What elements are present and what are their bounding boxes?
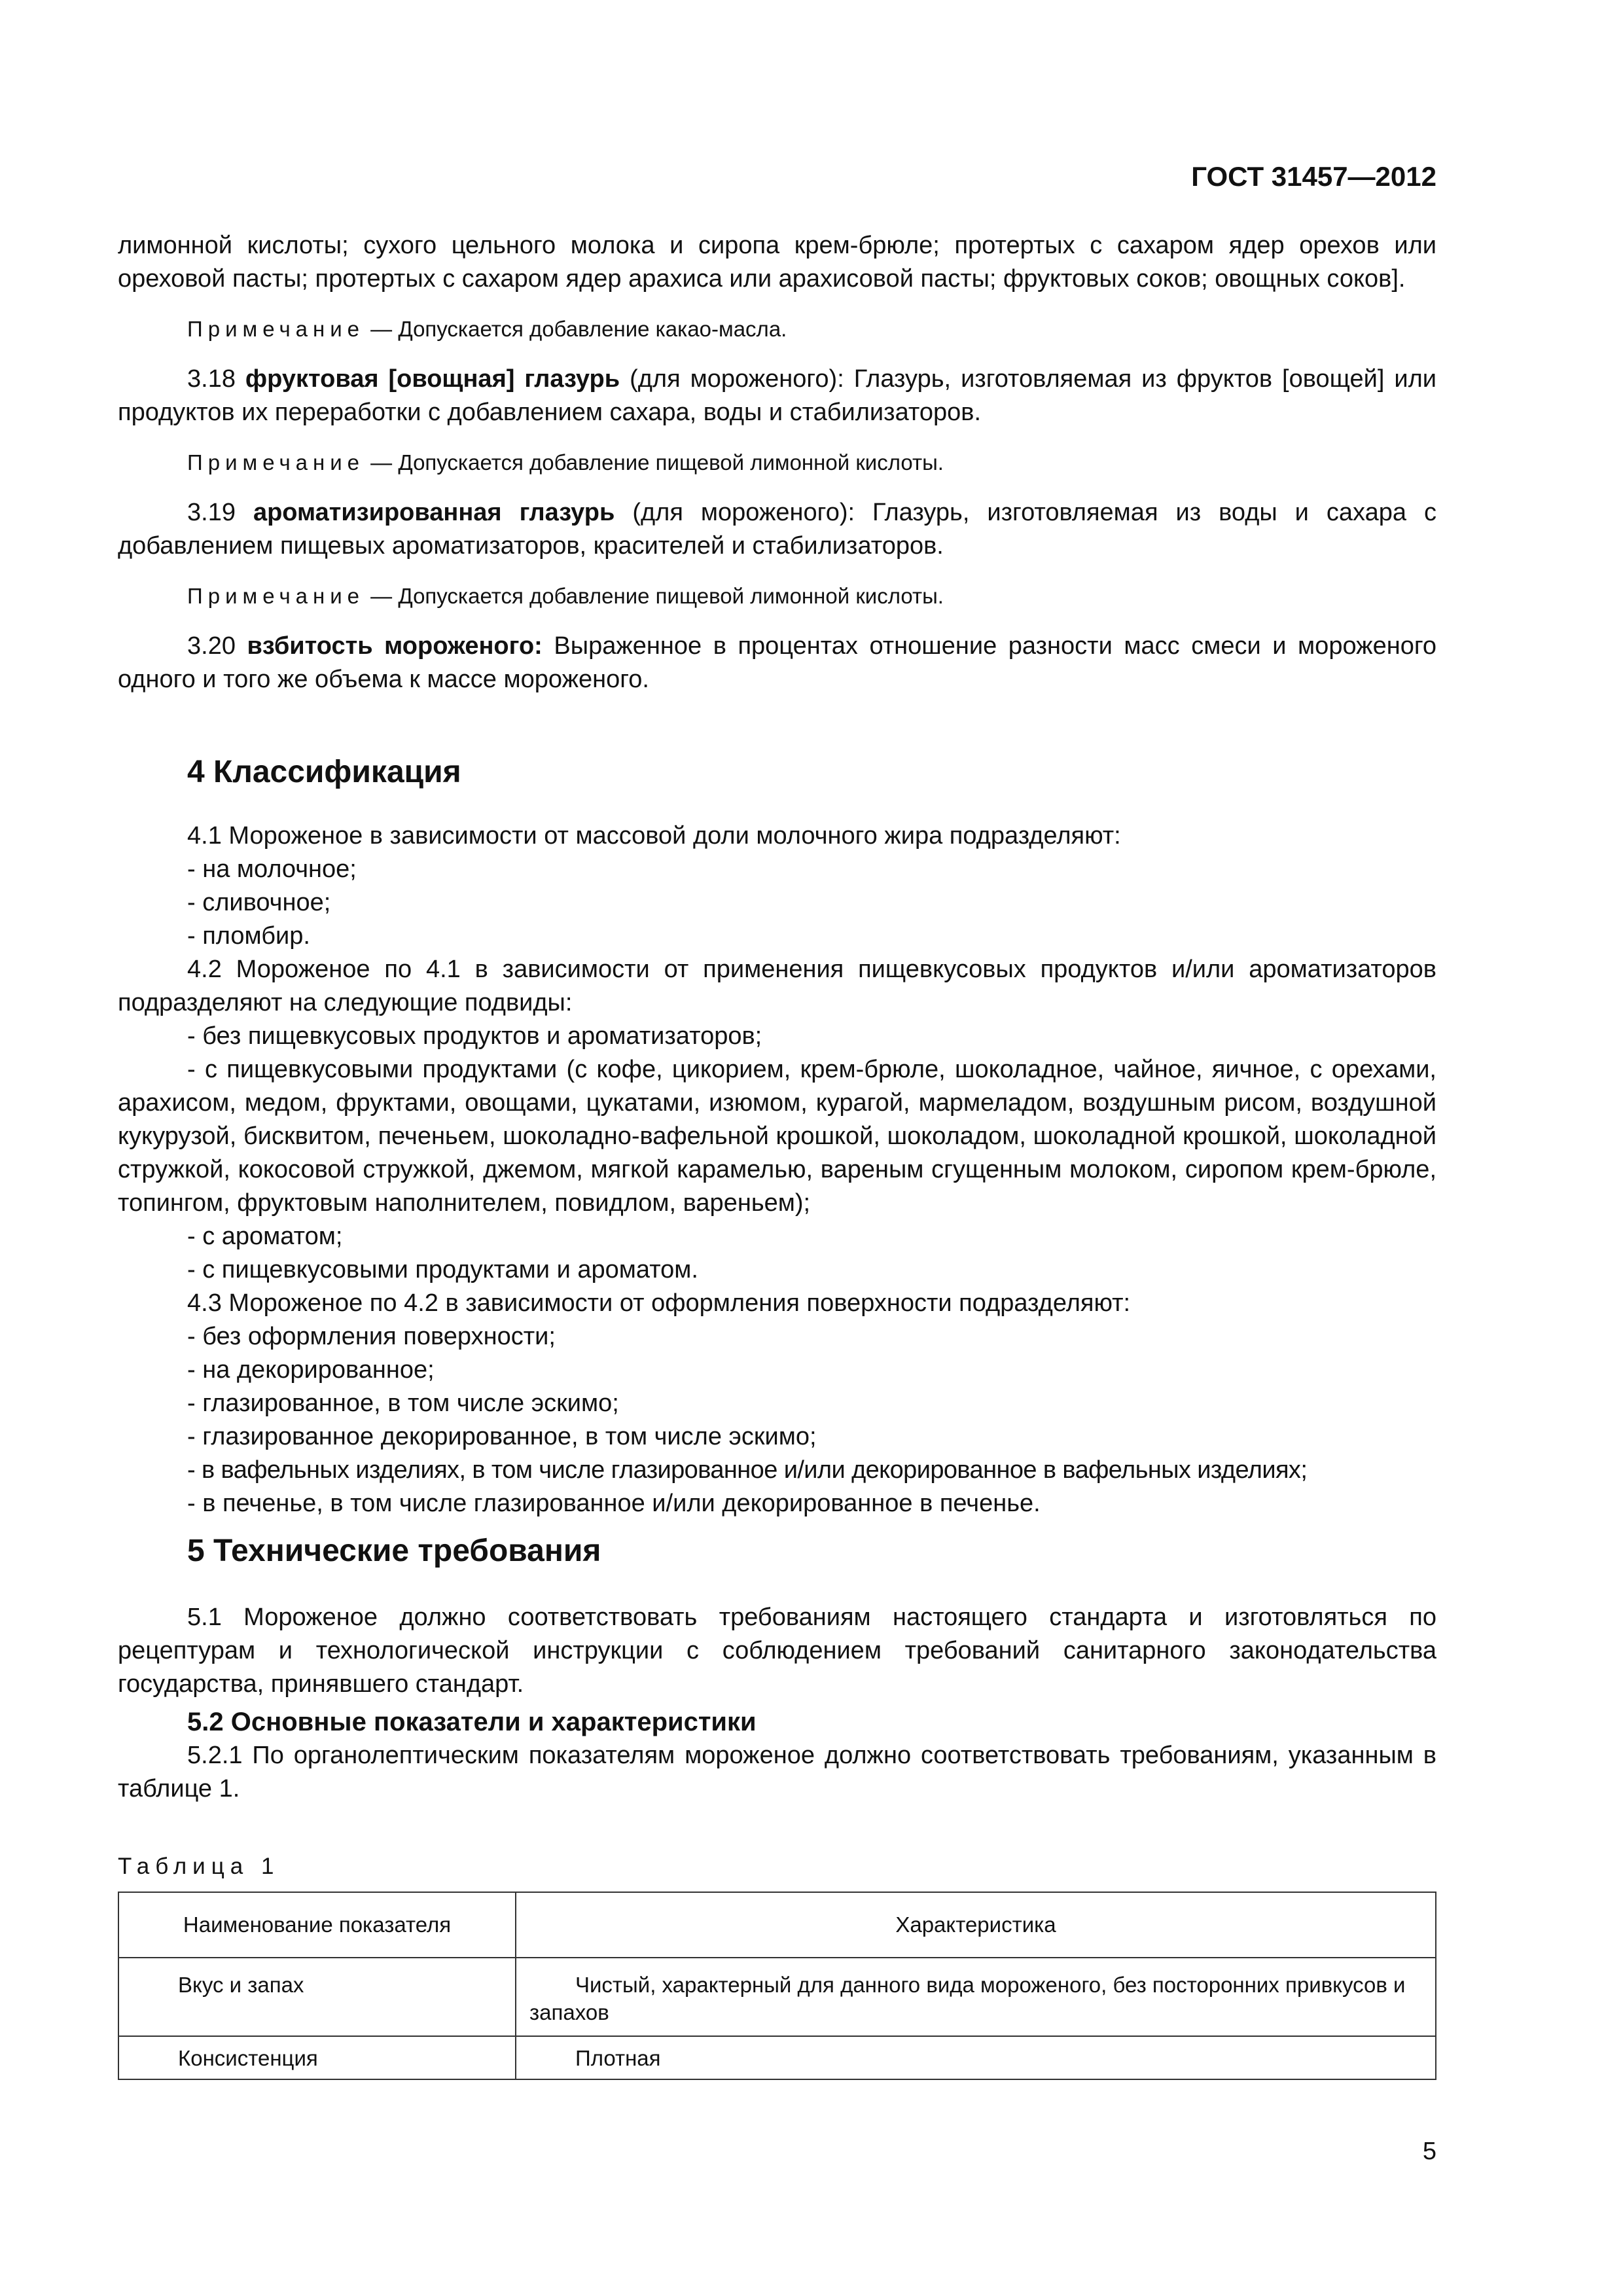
note-text: — Допускается добавление какао-масла.: [365, 317, 787, 341]
definition-text: Выраженное в процентах отношение разности масс смеси и мороженого одного и того же объема к массе мороженого.: [118, 632, 1436, 693]
table-row: [118, 1958, 1436, 2036]
definition-3-20: [118, 630, 1436, 696]
table-1: [118, 1892, 1436, 2080]
subsection-title: 5.2 Основные показатели и характеристики: [187, 1708, 757, 1736]
note-text: — Допускается добавление пищевой лимонной кислоты.: [365, 450, 944, 475]
page-number: 5: [1422, 2138, 1436, 2165]
section-5: [118, 1532, 1436, 1806]
list-item: - без оформления поверхности;: [187, 1323, 556, 1350]
paragraph-4-2: 4.2 Мороженое по 4.1 в зависимости от применения пищевкусовых продуктов и/или ароматизаторов подразделяют на следующие подвиды:: [118, 956, 1436, 1016]
definition-term: взбитость мороженого:: [247, 632, 543, 660]
note-text: — Допускается добавление пищевой лимонной кислоты.: [365, 584, 944, 608]
section-title: 4 Классификация: [187, 755, 461, 789]
paragraph-4-3: 4.3 Мороженое по 4.2 в зависимости от оформления поверхности подразделяют:: [187, 1289, 1131, 1317]
body-top: [118, 229, 1436, 696]
document-header: ГОСТ 31457—2012: [1191, 161, 1436, 192]
table-cell: Плотная: [516, 2036, 1436, 2079]
section-title: 5 Технические требования: [187, 1534, 601, 1568]
note-2: [118, 448, 1436, 478]
list-item: - на декорированное;: [187, 1356, 435, 1384]
definition-3-18: [118, 363, 1436, 429]
definition-number: 3.18: [187, 365, 245, 393]
column-header: Наименование показателя: [118, 1892, 516, 1958]
paragraph-5-2-1: 5.2.1 По органолептическим показателям мороженое должно соответствовать требованиям, указанным в таблице 1.: [118, 1742, 1436, 1803]
table-cell: Консистенция: [118, 2036, 516, 2079]
note-3: [118, 581, 1436, 611]
table-1-caption: [118, 1850, 1436, 1883]
table-row: [118, 2036, 1436, 2079]
list-item: - в печенье, в том числе глазированное и/или декорированное в печенье.: [187, 1490, 1041, 1517]
table-1-wrapper: [118, 1892, 1436, 2080]
list-item: - без пищевкусовых продуктов и ароматизаторов;: [187, 1022, 762, 1050]
section-4: [118, 753, 1436, 1520]
table-header-row: [118, 1892, 1436, 1958]
list-item: - глазированное декорированное, в том числе эскимо;: [187, 1423, 817, 1450]
paragraph-4-1: 4.1 Мороженое в зависимости от массовой доли молочного жира подразделяют:: [187, 822, 1121, 850]
definition-number: 3.19: [187, 499, 253, 526]
table-caption: Таблица 1: [118, 1854, 280, 1879]
list-item: - глазированное, в том числе эскимо;: [187, 1390, 619, 1417]
list-item: - с пищевкусовыми продуктами (с кофе, цикорием, крем-брюле, шоколадное, чайное, яичное, с орехами, арахисом, медом, фруктами, овощами, цукатами, изюмом, курагой, мармеладом, воздушным рисом, воздушной кукурузой, бисквитом, печеньем, шоколадно-вафельной крошкой, шоколадом, шоколадной крошкой, шоколадной стружкой, кокосовой стружкой, джемом, мягкой карамелью, вареным сгущенным молоком, сиропом крем-брюле, топингом, фруктовым наполнителем, повидлом, вареньем);: [118, 1056, 1436, 1217]
definition-term: ароматизированная глазурь: [253, 499, 615, 526]
definition-number: 3.20: [187, 632, 247, 660]
table-cell: Вкус и запах: [118, 1958, 516, 2036]
list-item: - пломбир.: [187, 922, 310, 950]
table-cell: Чистый, характерный для данного вида мороженого, без посторонних привкусов и запахов: [516, 1958, 1436, 2036]
continued-paragraph: лимонной кислоты; сухого цельного молока и сиропа крем-брюле; протертых с сахаром ядер орехов или ореховой пасты; протертых с сахаром ядер арахиса или арахисовой пасты; фруктовых соков; овощных соков].: [118, 232, 1436, 293]
definition-text: (для мороженого): Глазурь, изготовляемая из воды и сахара с добавлением пищевых ароматизаторов, красителей и стабилизаторов.: [118, 499, 1436, 560]
definition-term: фруктовая [овощная] глазурь: [245, 365, 620, 393]
note-label: Примечание: [187, 317, 365, 341]
note-1: [118, 314, 1436, 344]
list-item: - на молочное;: [187, 855, 357, 883]
list-item: - с пищевкусовыми продуктами и ароматом.: [187, 1256, 698, 1283]
definition-text: (для мороженого): Глазурь, изготовляемая из фруктов [овощей] или продуктов их переработки с добавлением сахара, воды и стабилизаторов.: [118, 365, 1436, 426]
list-item: - сливочное;: [187, 889, 331, 916]
column-header: Характеристика: [516, 1892, 1436, 1958]
paragraph-5-1: 5.1 Мороженое должно соответствовать требованиям настоящего стандарта и изготовляться по рецептурам и технологической инструкции с соблюдением требований санитарного законодательства государства, принявшего стандарт.: [118, 1604, 1436, 1698]
note-label: Примечание: [187, 450, 365, 475]
definition-3-19: [118, 496, 1436, 563]
list-item: - с ароматом;: [187, 1223, 343, 1250]
list-item: - в вафельных изделиях, в том числе глазированное и/или декорированное в вафельных изделиях;: [187, 1456, 1308, 1484]
note-label: Примечание: [187, 584, 365, 608]
